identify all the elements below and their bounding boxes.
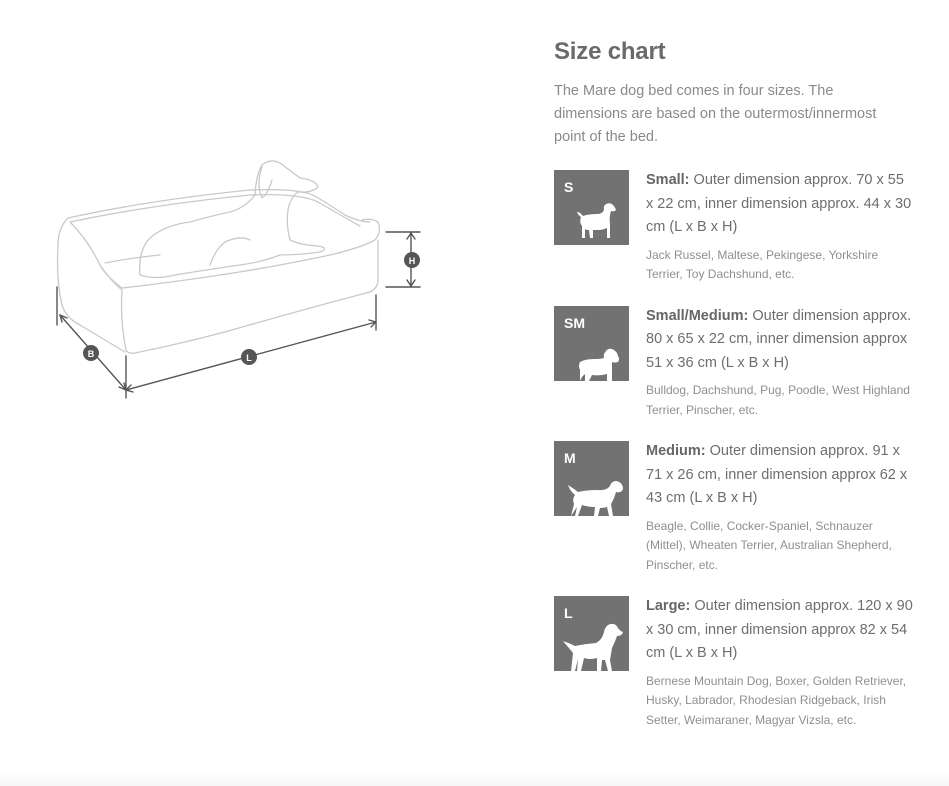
size-breeds: Beagle, Collie, Cocker-Spaniel, Schnauzer (Mittel), Wheaten Terrier, Australian Shepherd, Pinscher, etc. [646, 518, 892, 572]
size-code: S [564, 179, 574, 195]
height-label-h [404, 252, 420, 268]
size-code: SM [564, 314, 585, 331]
size-description: Medium: Outer dimension approx. 91 x 71 x 26 cm, inner dimension approx 62 x 43 cm (L x B x H) [646, 443, 908, 506]
dog-bed-illustration [40, 150, 440, 410]
medium-dog-icon [554, 441, 629, 516]
width-label-b [83, 345, 99, 361]
terrier-dog-icon [554, 306, 629, 381]
svg-text:L: L [246, 353, 252, 363]
size-row-small [554, 169, 914, 285]
size-badge-m [554, 441, 629, 516]
size-breeds: Bernese Mountain Dog, Boxer, Golden Retriever, Husky, Labrador, Rhodesian Ridgeback, Irish Setter, Weimaraner, Magyar Vizsla, etc. [646, 673, 907, 727]
size-badge-l [554, 596, 629, 671]
length-label-l [241, 349, 257, 365]
size-breeds: Jack Russel, Maltese, Pekingese, Yorkshire Terrier, Toy Dachshund, etc. [646, 247, 879, 281]
size-row-large [554, 595, 914, 730]
svg-text:B: B [87, 349, 95, 359]
size-description: Small/Medium: Outer dimension approx. 80 x 65 x 22 cm, inner dimension approx 51 x 36 cm (L x B x H) [646, 307, 912, 371]
size-row-medium [554, 440, 914, 575]
bottom-divider [0, 772, 949, 786]
size-description: Small: Outer dimension approx. 70 x 55 x 22 cm, inner dimension approx. 44 x 30 cm (L x B x H) [646, 172, 912, 235]
size-badge-sm [554, 306, 629, 381]
small-dog-icon [554, 170, 629, 245]
large-dog-icon [554, 596, 629, 671]
size-chart-section [554, 38, 914, 750]
svg-text:H: H [408, 256, 416, 266]
size-code: L [564, 605, 573, 621]
size-description: Large: Outer dimension approx. 120 x 90 x 30 cm, inner dimension approx 82 x 54 cm (L x B x H) [646, 598, 913, 661]
size-code: M [564, 450, 576, 466]
size-row-small-medium [554, 305, 914, 421]
intro-text: The Mare dog bed comes in four sizes. The dimensions are based on the outermost/innermost point of the bed. [554, 83, 877, 145]
size-badge-s [554, 170, 629, 245]
size-breeds: Bulldog, Dachshund, Pug, Poodle, West Highland Terrier, Pinscher, etc. [646, 383, 910, 417]
page-title: Size chart [554, 38, 666, 65]
